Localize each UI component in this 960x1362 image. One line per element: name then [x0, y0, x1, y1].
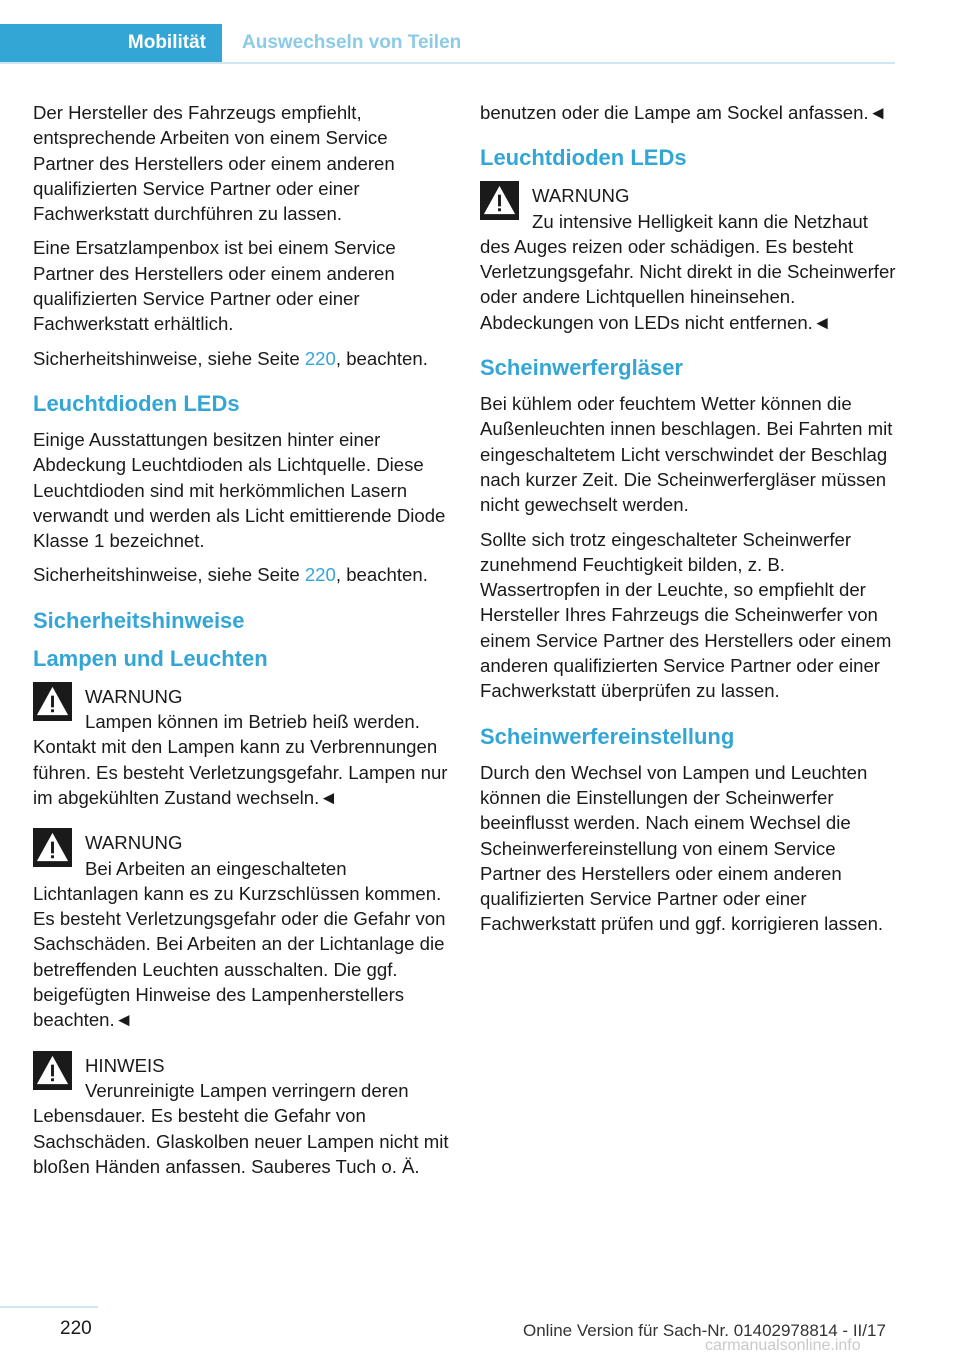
page-number: 220 — [60, 1318, 92, 1339]
page-header — [0, 24, 895, 64]
warning-label: WARNUNG — [532, 185, 630, 207]
section-heading-leds: Leuchtdioden LEDs — [33, 390, 240, 416]
paragraph: benutzen oder die Lampe am Sockel anfassen.◄ — [480, 102, 888, 123]
warning-text: Lampen können im Betrieb heiß werden. Kontakt mit den Lampen kann zu Verbrennungen führen. Es besteht Verletzungsgefahr. Lampen nur im abgekühlten Zustand wechseln.◄ — [33, 711, 448, 808]
chapter-label: Mobilität — [127, 32, 206, 53]
right-column — [480, 100, 898, 946]
section-heading-headlight-adjustment: Scheinwerfereinstellung — [480, 723, 735, 749]
page-link[interactable]: 220 — [304, 564, 336, 586]
warning-label: WARNUNG — [85, 685, 183, 707]
warning-block — [33, 828, 451, 1032]
left-column — [33, 100, 451, 1189]
section-heading-safety: Sicherheitshinweise — [33, 607, 245, 633]
watermark: carmanualsonline.info — [705, 1337, 861, 1354]
paragraph: Bei kühlem oder feuchtem Wetter können die Außenleuchten innen beschlagen. Bei Fahrten mit eingeschaltetem Licht verschwindet der Beschlag nach kurzer Zeit. Die Scheinwerfergläser müssen nicht gewechselt werden. — [480, 393, 893, 516]
warning-triangle-icon — [33, 682, 72, 721]
subheading-lamps: Lampen und Leuchten — [33, 645, 268, 671]
section-heading-leds: Leuchtdioden LEDs — [480, 145, 687, 171]
section-heading-headlight-glass: Scheinwerfergläser — [480, 355, 683, 381]
section-tab[interactable]: Auswechseln von Teilen — [242, 32, 462, 53]
warning-block — [480, 181, 898, 335]
notice-block — [33, 1051, 451, 1179]
warning-triangle-icon — [480, 181, 519, 220]
paragraph: Eine Ersatzlampenbox ist bei einem Service Partner des Herstellers oder einem anderen qualifizierten Service Partner oder einer Fachwerkstatt erhältlich. — [33, 237, 396, 335]
notice-text: Verunreinigte Lampen verringern deren Lebensdauer. Es besteht die Gefahr von Sachschäden. Glaskolben neuer Lampen nicht mit bloßen Händen anfassen. Sauberes Tuch o. Ä. — [33, 1079, 449, 1177]
paragraph: Sicherheitshinweise, siehe Seite 220, beachten. — [33, 564, 428, 586]
warning-text: Zu intensive Helligkeit kann die Netzhaut des Auges reizen oder schädigen. Es besteht Verletzungsgefahr. Nicht direkt in die Scheinwerfer oder andere Lichtquellen hineinsehen. Abdeckungen von LEDs nicht entfernen.◄ — [480, 210, 896, 333]
warning-block — [33, 682, 451, 810]
footer-divider — [0, 1306, 98, 1308]
page-link[interactable]: 220 — [304, 347, 336, 369]
notice-label: HINWEIS — [85, 1054, 165, 1076]
paragraph: Einige Ausstattungen besitzen hinter einer Abdeckung Leuchtdioden als Lichtquelle. Diese Leuchtdioden sind mit herkömmlichen Lasern verwandt und werden als Licht emittierende Diode Klasse 1 bezeichnet. — [33, 428, 446, 552]
warning-triangle-icon — [33, 828, 72, 867]
warning-text: Bei Arbeiten an eingeschalteten Lichtanlagen kann es zu Kurzschlüssen kommen. Es besteht Verletzungsgefahr oder die Gefahr von Sachschäden. Bei Arbeiten an der Lichtanlage die betreffenden Leuchten ausschalten. Die ggf. beigefügten Hinweise des Lampenherstellers beachten.◄ — [33, 857, 446, 1031]
paragraph: Sollte sich trotz eingeschalteter Scheinwerfer zunehmend Feuchtigkeit bilden, z. B. Wassertropfen in der Leuchte, so empfiehlt der Hersteller Ihres Fahrzeugs die Scheinwerfer von einem Service Partner des Herstellers oder einem anderen qualifizierten Service Partner oder einer Fachwerkstatt überprüfen zu lassen. — [480, 528, 892, 702]
paragraph: Sicherheitshinweise, siehe Seite 220, beachten. — [33, 347, 428, 369]
chapter-tab[interactable] — [0, 24, 222, 62]
notice-triangle-icon — [33, 1051, 72, 1090]
warning-label: WARNUNG — [85, 832, 183, 854]
online-version-note: Online Version für Sach-Nr. 01402978814 - II/17 — [523, 1321, 886, 1340]
paragraph: Durch den Wechsel von Lampen und Leuchten können die Einstellungen der Scheinwerfer beeinflusst werden. Nach einem Wechsel die Scheinwerfereinstellung von einem Service Partner des Herstellers oder einem anderen qualifizierten Service Partner oder einer Fachwerkstatt prüfen und ggf. korrigieren lassen. — [480, 761, 884, 935]
paragraph: Der Hersteller des Fahrzeugs empfiehlt, entsprechende Arbeiten von einem Service Partner des Herstellers oder einem anderen qualifizierten Service Partner oder einer Fachwerkstatt durchführen zu lassen. — [33, 102, 395, 225]
